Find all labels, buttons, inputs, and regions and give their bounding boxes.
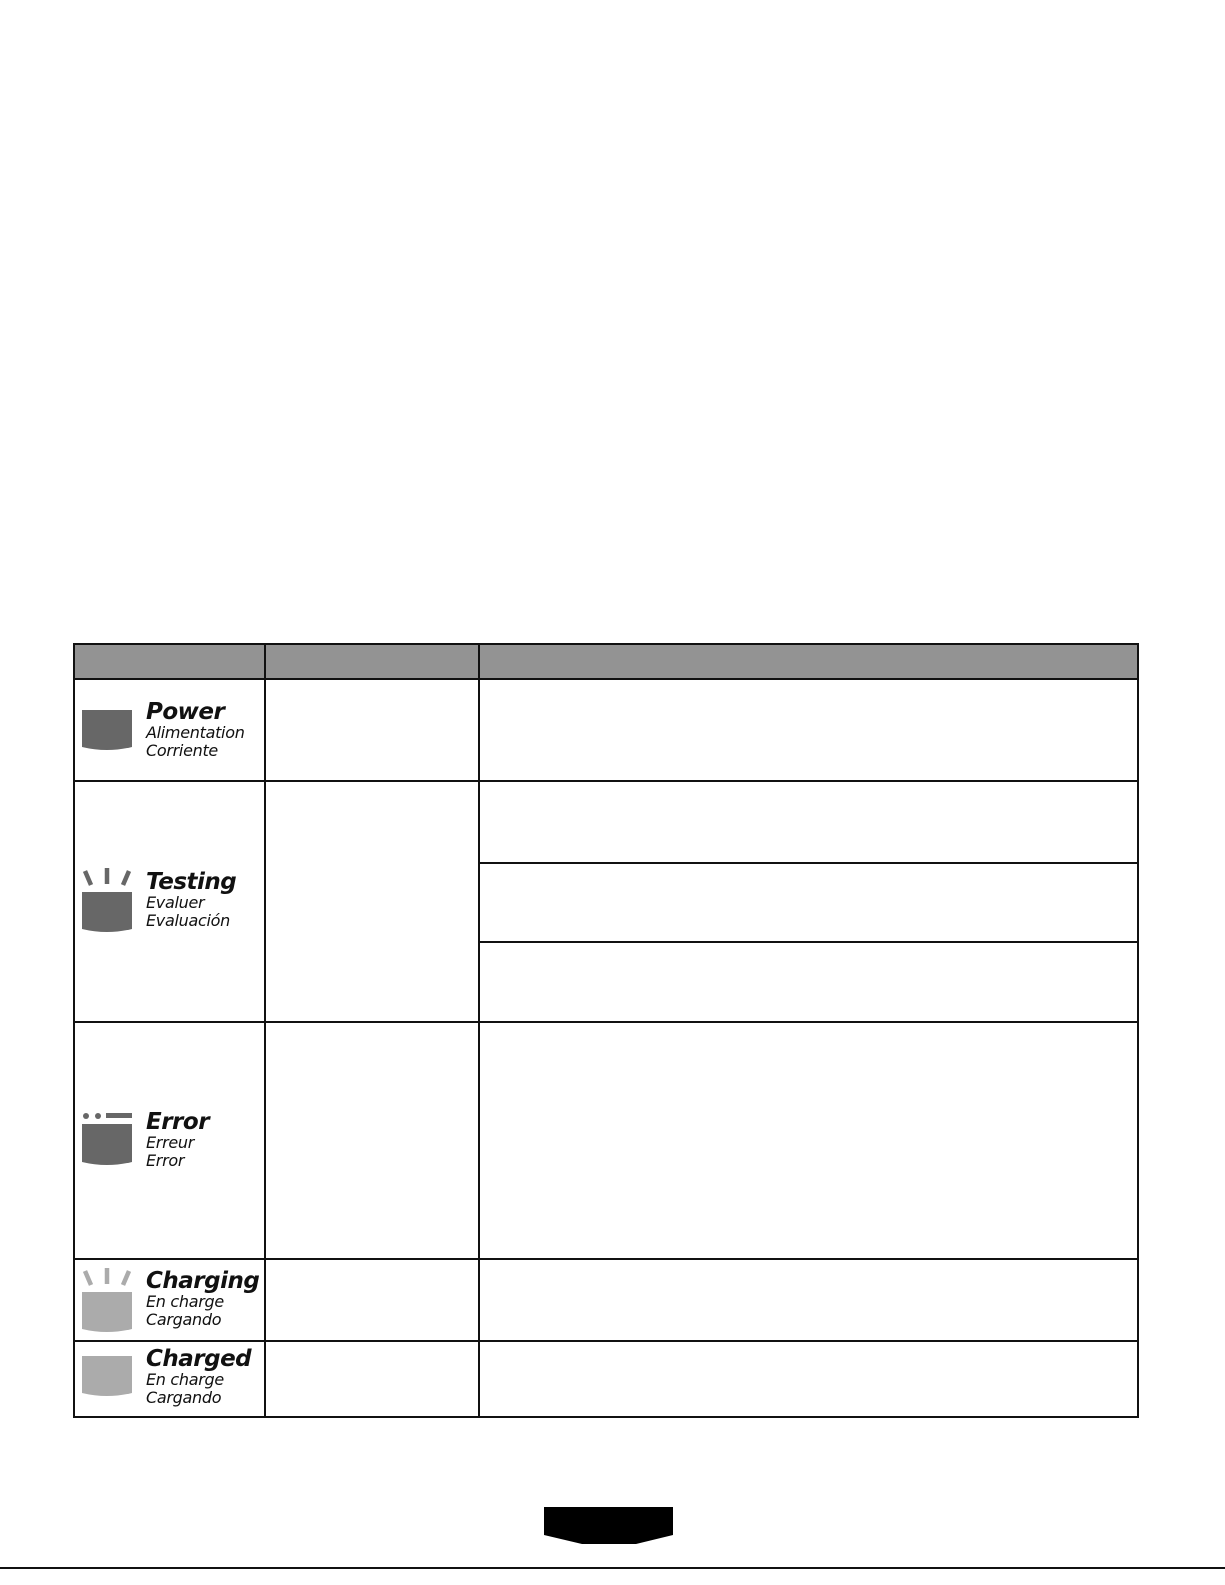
status-name-fr: Evaluer [146, 893, 205, 912]
status-name-es: Error [146, 1151, 185, 1170]
status-name: Charged [146, 1346, 252, 1372]
status-name-fr: En charge [146, 1370, 224, 1389]
page-number-tab [544, 1507, 674, 1545]
row-divider-error [73, 1258, 1139, 1260]
row-divider-charging [73, 1340, 1139, 1342]
status-name-fr: Alimentation [146, 723, 245, 742]
status-name: Power [146, 699, 225, 725]
column-divider-2 [478, 643, 480, 1418]
page-bottom-rule [0, 1567, 1225, 1569]
testing-subrow-divider-1 [479, 862, 1139, 864]
status-name: Testing [146, 869, 237, 895]
status-name-es: Evaluación [146, 911, 230, 930]
status-name-es: Corriente [146, 741, 218, 760]
status-name-es: Cargando [146, 1388, 222, 1407]
testing-subrow-divider-2 [479, 941, 1139, 943]
status-name-fr: Erreur [146, 1133, 195, 1152]
status-label-charging [146, 1269, 259, 1329]
row-divider-testing [73, 1021, 1139, 1023]
charger-status-table [73, 643, 1139, 1418]
led-error-dark-icon [81, 1111, 133, 1171]
column-divider-1 [264, 643, 266, 1418]
led-blinking-light-icon [81, 1265, 133, 1335]
led-blinking-dark-icon [81, 865, 133, 935]
row-divider-power [73, 780, 1139, 782]
led-solid-dark-icon [81, 707, 133, 753]
row-divider-header [73, 678, 1139, 680]
status-label-charged [146, 1347, 251, 1407]
status-label-testing [146, 870, 236, 930]
status-name: Charging [146, 1268, 260, 1294]
status-name-fr: En charge [146, 1292, 224, 1311]
status-name-es: Cargando [146, 1310, 222, 1329]
status-name: Error [146, 1109, 210, 1135]
status-label-error [146, 1110, 209, 1170]
led-solid-light-icon [81, 1355, 133, 1401]
status-label-power [146, 700, 245, 760]
